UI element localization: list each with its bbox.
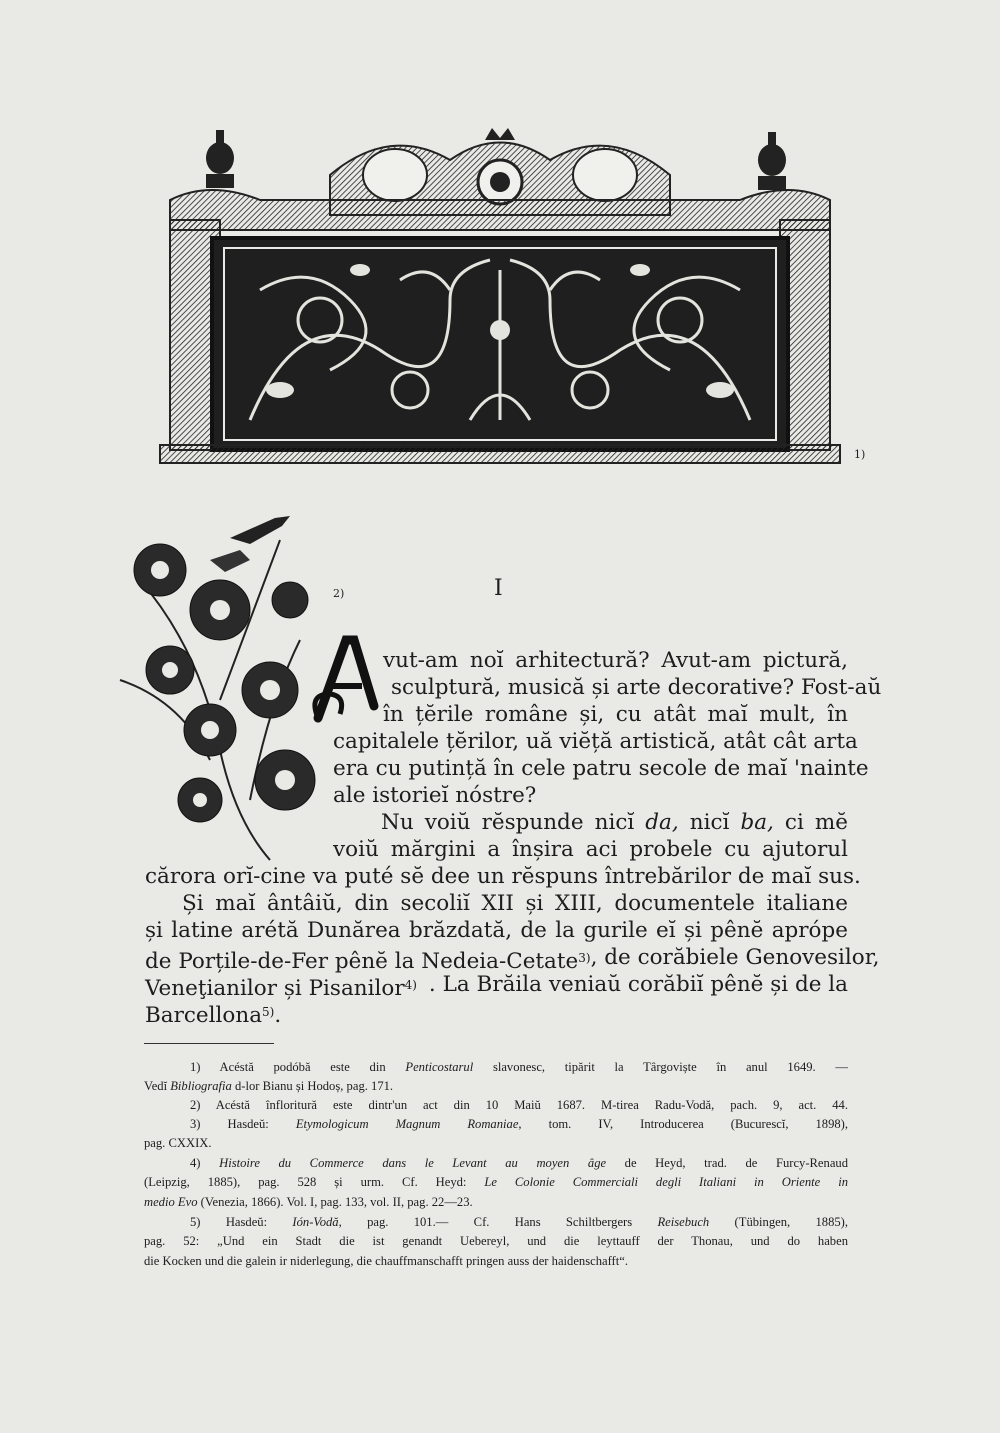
footnote-2 — [144, 1096, 848, 1115]
body-line-14-end: . — [274, 1003, 282, 1028]
inline-ref-5: 5) — [262, 1005, 275, 1019]
body-line-4: capitalele țĕrilor, uă viĕță artistică, atât cât arta — [333, 729, 858, 754]
footnote-2-number: 2) — [190, 1098, 201, 1112]
footnote-5-number: 5) — [190, 1215, 201, 1229]
body-line-11: și latine arétă Dunărea brăzdată, de la gurile eĭ și pênĕ aprópe — [145, 918, 848, 943]
footnote-4 — [144, 1154, 848, 1212]
chapter-numeral: I — [494, 576, 503, 601]
footnote-5-text-2: (Tübingen, 1885), — [709, 1215, 849, 1229]
footnote-mark-headpiece: 1) — [854, 448, 866, 461]
footnote-4-title: Histoire du Commerce dans le Levant au moyen âge — [219, 1156, 607, 1170]
footnote-1-text-a: Acéstă podóbă este din — [219, 1060, 406, 1074]
footnote-5-line-1 — [144, 1213, 848, 1232]
footnote-2-line-1 — [144, 1096, 848, 1115]
footnote-1-line-2-a: Vedĭ — [144, 1079, 171, 1094]
inline-ref-3: 3) — [578, 951, 591, 965]
footnote-3-author: Hasdeŭ: — [227, 1117, 269, 1131]
body-line-2: sculptură, musică și arte decorative? Fost-aŭ — [391, 675, 882, 700]
footnote-4-line-3-b: (Venezia, 1866). Vol. I, pag. 133, vol. II, pag. 22—23. — [197, 1194, 473, 1209]
body-line-14-text: Barcellona — [145, 1003, 263, 1028]
footnote-4-line-3 — [144, 1193, 848, 1212]
footnote-4-line-1 — [144, 1154, 848, 1173]
footnote-1-line-2-title: Bibliografia — [170, 1079, 232, 1094]
footnote-5-line-3: die Kocken und die galein ir niderlegung, die chauffmanschafft pringen auss der haidenschafft“. — [144, 1253, 628, 1268]
footnote-3 — [144, 1115, 848, 1154]
body-line-14 — [145, 999, 281, 1030]
dropcap-letter-a — [310, 634, 380, 724]
footnote-mark-flourish: 2) — [333, 587, 345, 600]
footnote-5-title: Ión-Vodă, — [292, 1215, 342, 1229]
urn-right — [758, 132, 786, 190]
footnote-1-line-1 — [144, 1058, 848, 1077]
footnote-4-line-2 — [144, 1173, 848, 1192]
footnote-5-text: pag. 101.— Cf. Hans Schiltbergers — [341, 1215, 658, 1229]
body-line-9: cărora orĭ-cine va puté sĕ dee un rĕspuns întrebărilor de maĭ sus. — [145, 864, 861, 889]
footnote-3-title: Etymologicum Magnum Romaniae, — [295, 1117, 522, 1131]
footnote-1-line-2-b: d-lor Bianu și Hodoș, pag. 171. — [231, 1079, 394, 1094]
body-line-13-text-a: Veneţianilor și Pisanilor — [145, 976, 405, 1001]
footnote-3-number: 3) — [190, 1117, 201, 1131]
ornamental-headpiece — [150, 120, 850, 470]
footnote-5-author: Hasdeŭ: — [225, 1215, 293, 1229]
footnote-1-line-2 — [144, 1077, 848, 1096]
urn-left — [206, 130, 234, 188]
footnote-1-number: 1) — [190, 1060, 201, 1074]
footnote-5 — [144, 1213, 848, 1271]
footnote-1-title: Penticostarul — [405, 1060, 474, 1074]
footnote-3-line-2: pag. CXXIX. — [144, 1136, 212, 1151]
body-line-6: ale istorieĭ nóstre? — [333, 783, 537, 808]
footnote-4-text: de Heyd, trad. de Furcy-Renaud — [606, 1156, 848, 1170]
footnote-5-title-2: Reisebuch — [657, 1215, 710, 1229]
footnote-4-line-3-title: medio Evo — [144, 1194, 198, 1209]
body-line-8: voiŭ mărgini a înșira aci probele cu ajutorul — [333, 837, 848, 862]
footnote-3-line-1 — [144, 1115, 848, 1134]
body-line-7 — [381, 810, 848, 837]
footnote-1 — [144, 1058, 848, 1097]
body-line-3: în țĕrile române și, cu atât maĭ mult, în — [383, 702, 848, 727]
footnote-4-number: 4) — [190, 1156, 201, 1170]
inline-ref-4: 4) — [404, 978, 417, 992]
footnote-4-line-2-a: (Leipzig, 1885), pag. 528 și urm. Cf. Heyd: — [144, 1175, 485, 1190]
footnote-3-text: tom. IV, Introducerea (Bucurescĭ, 1898), — [521, 1117, 849, 1131]
body-line-7-text: Nu voiŭ rĕspunde nicĭ da, nicĭ ba, ci mĕ — [381, 810, 848, 835]
body-line-1: vut-am noĭ arhitectură? Avut-am pictură, — [383, 648, 848, 673]
body-line-12-text-b: , de corăbiele Genovesilor, — [590, 945, 880, 970]
footnote-1-text-b: slavonesc, tipărit la Târgoviște în anul 1649. — — [473, 1060, 848, 1074]
body-line-13-text-b: . La Brăila veniaŭ corăbiĭ pênĕ și de la — [428, 972, 848, 997]
footnote-2-text: Acéstă înfloritură este dintr'un act din 10 Maiŭ 1687. M-tirea Radu-Vodă, pach. 9, act. 44. — [215, 1098, 848, 1112]
footnote-4-line-2-title: Le Colonie Commerciali degli Italiani in Oriente in — [484, 1175, 848, 1190]
body-line-12-text-a: de Porțile-de-Fer pênĕ la Nedeia-Cetate — [145, 949, 579, 974]
body-line-5: era cu putință în cele patru secole de maĭ 'nainte — [333, 756, 869, 781]
footnote-separator — [144, 1043, 274, 1044]
body-line-10: Și maĭ ântâiŭ, din secoliĭ XII și XIII, documentele italiane — [182, 891, 848, 916]
floral-flourish-ornament — [100, 500, 345, 870]
footnote-5-line-2: pag. 52: „Und ein Stadt die ist genandt Uebereyl, und die leyttauff der Thonau, und do haben — [144, 1234, 848, 1249]
